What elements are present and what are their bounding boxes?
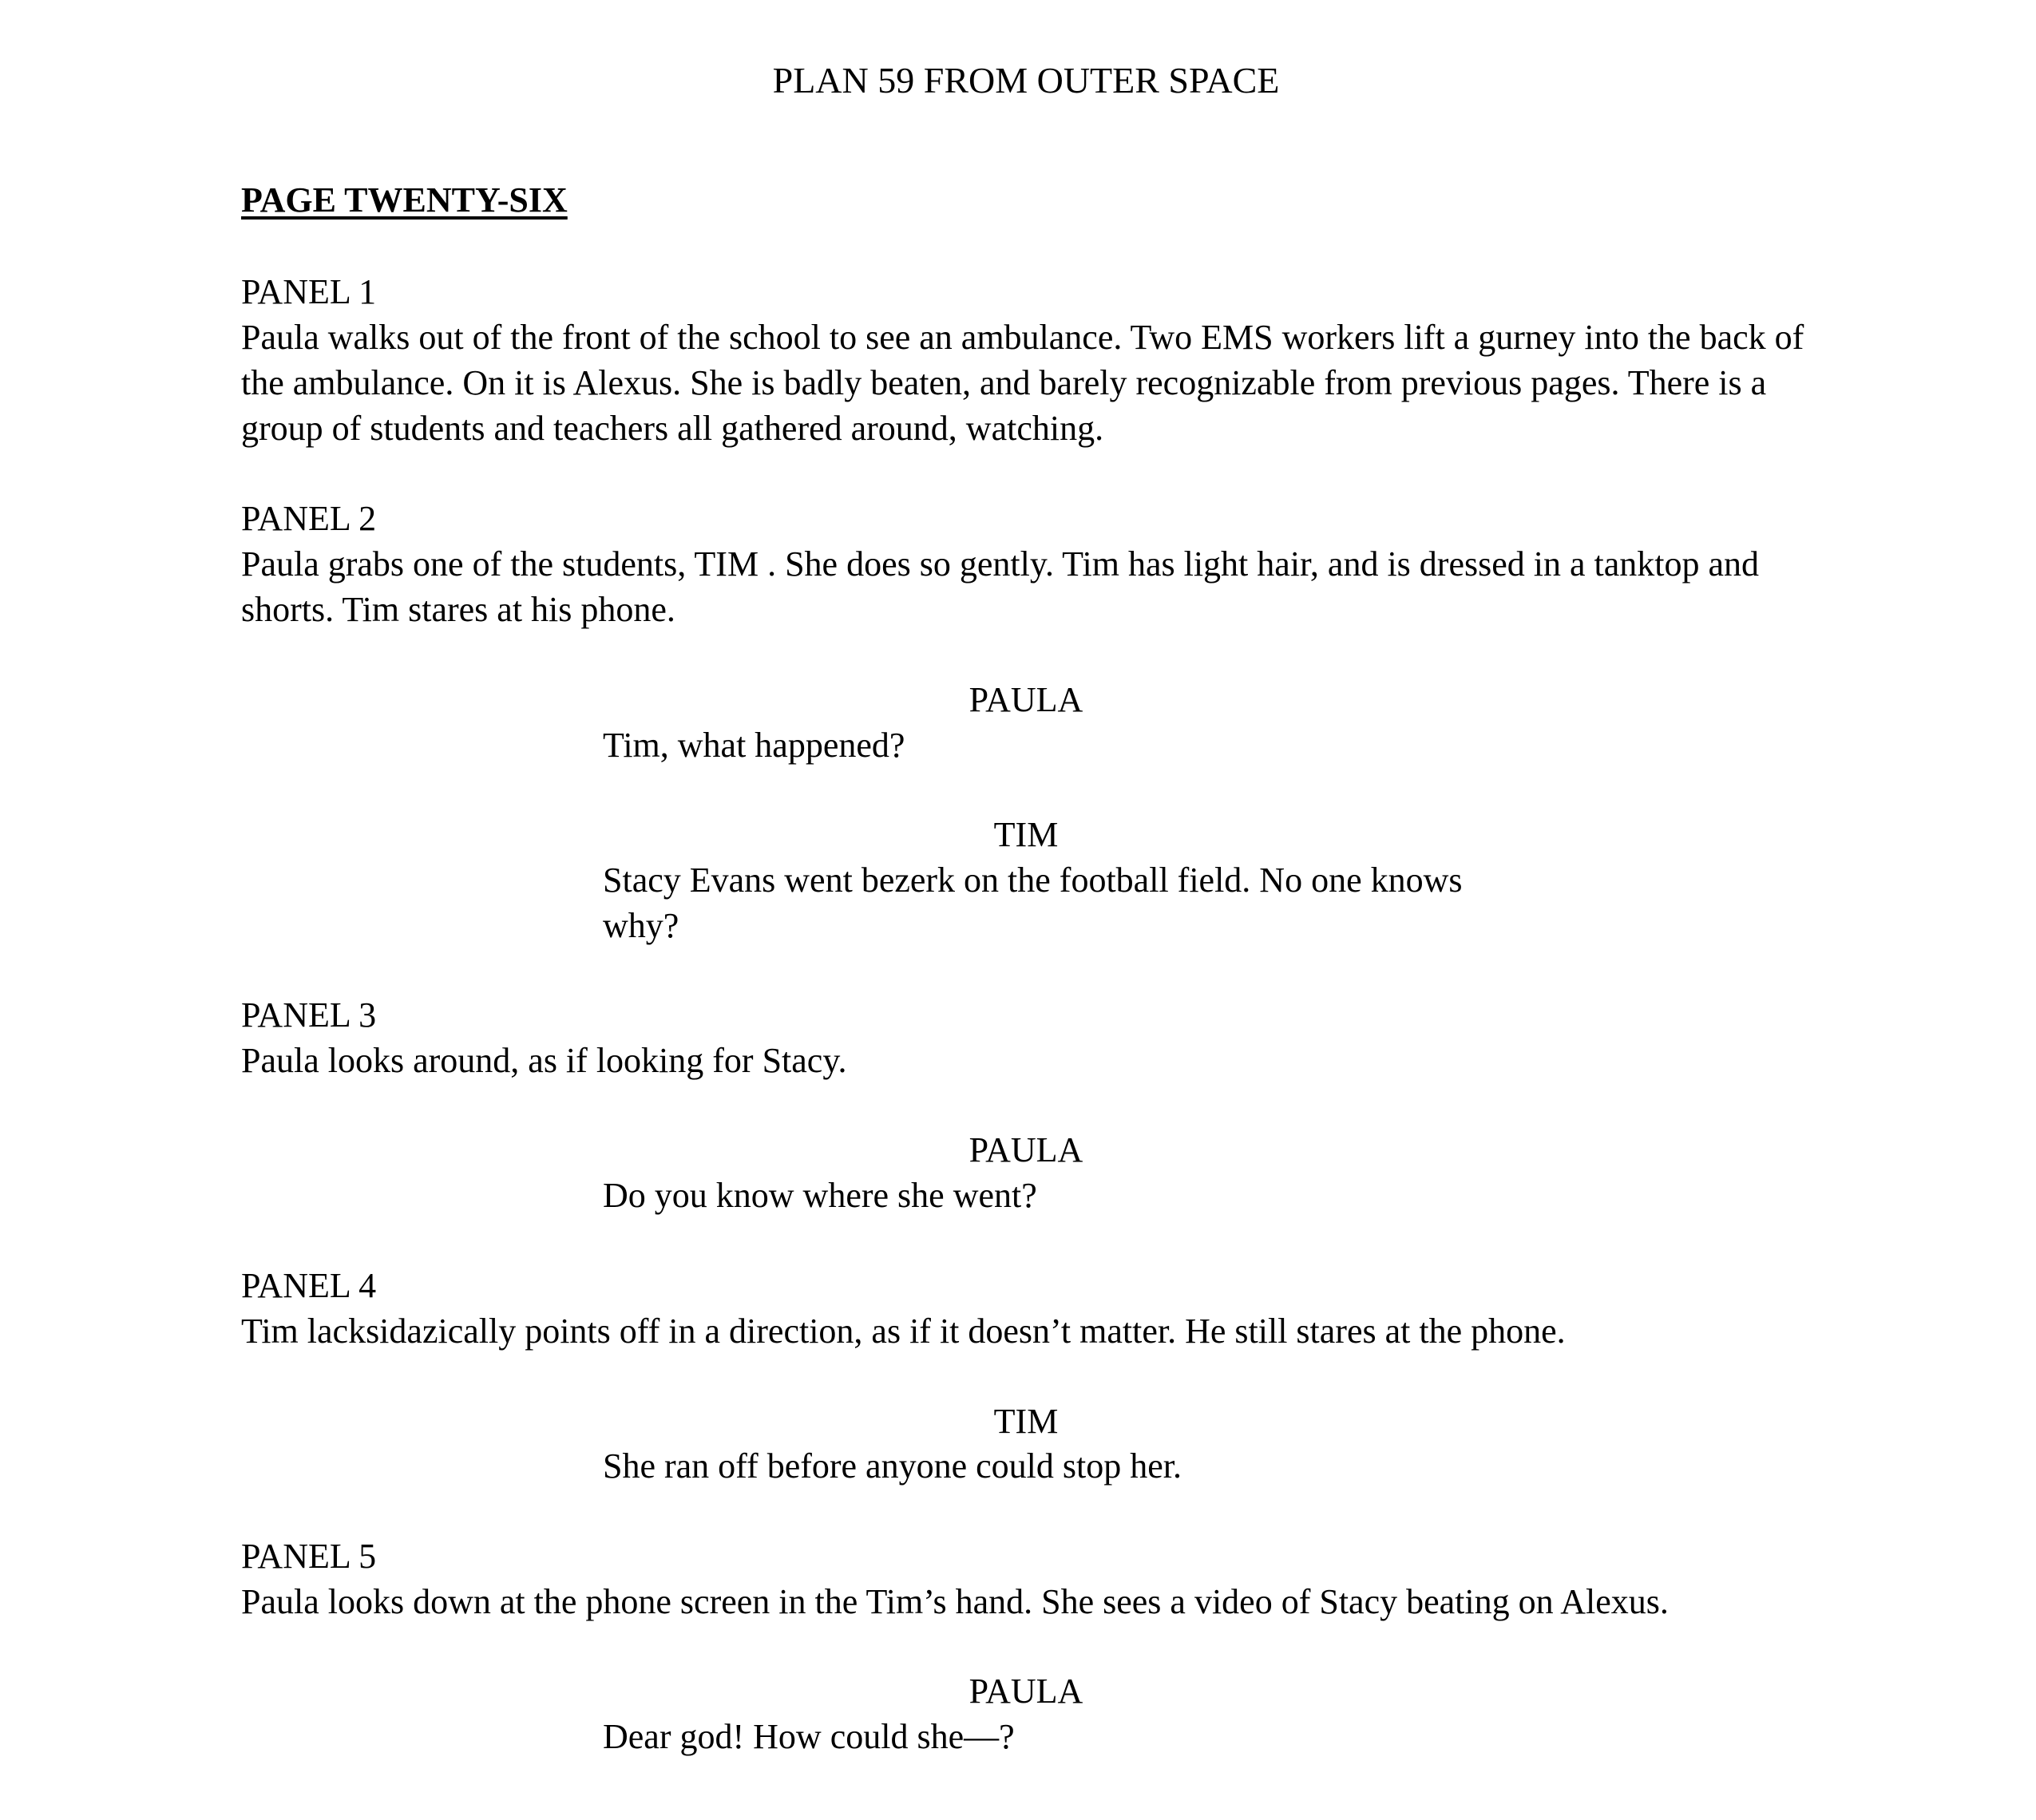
dialogue-line: She ran off before anyone could stop her. [603, 1446, 1182, 1486]
panel-action: Paula grabs one of the students, TIM . She does so gently. Tim has light hair, and is dressed in a tanktop and shorts. Tim stares at his phone. [241, 544, 1760, 629]
character-name: PAULA [968, 1130, 1083, 1169]
panel-action: Paula looks around, as if looking for Stacy. [241, 1041, 847, 1080]
panel-label: PANEL 4 [241, 1266, 377, 1305]
panel-label: PANEL 2 [241, 499, 377, 538]
dialogue-line: Stacy Evans went bezerk on the football field. No one knows why? [603, 861, 1463, 945]
panel-action: Tim lacksidazically points off in a direction, as if it doesn’t matter. He still stares at the phone. [241, 1312, 1566, 1351]
panel-label: PANEL 5 [241, 1537, 377, 1576]
document-title: PLAN 59 FROM OUTER SPACE [772, 60, 1280, 101]
page-heading: PAGE TWENTY-SIX [241, 180, 568, 220]
character-name: PAULA [968, 1672, 1083, 1711]
character-name: TIM [993, 1402, 1059, 1441]
panel-action: Paula looks down at the phone screen in the Tim’s hand. She sees a video of Stacy beating on Alexus. [241, 1582, 1669, 1621]
character-name: PAULA [968, 680, 1083, 719]
panel-label: PANEL 1 [241, 272, 377, 311]
panel-action: Paula walks out of the front of the school to see an ambulance. Two EMS workers lift a gurney into the back of the ambulance. On it is Alexus. She is badly beaten, and barely recognizable from previous pages. There is a group of students and teachers all gathered around, watching. [241, 318, 1804, 448]
panel-label: PANEL 3 [241, 995, 377, 1035]
character-name: TIM [993, 815, 1059, 854]
dialogue-line: Tim, what happened? [603, 726, 905, 765]
dialogue-line: Dear god! How could she—? [603, 1717, 1015, 1756]
dialogue-line: Do you know where she went? [603, 1176, 1037, 1215]
